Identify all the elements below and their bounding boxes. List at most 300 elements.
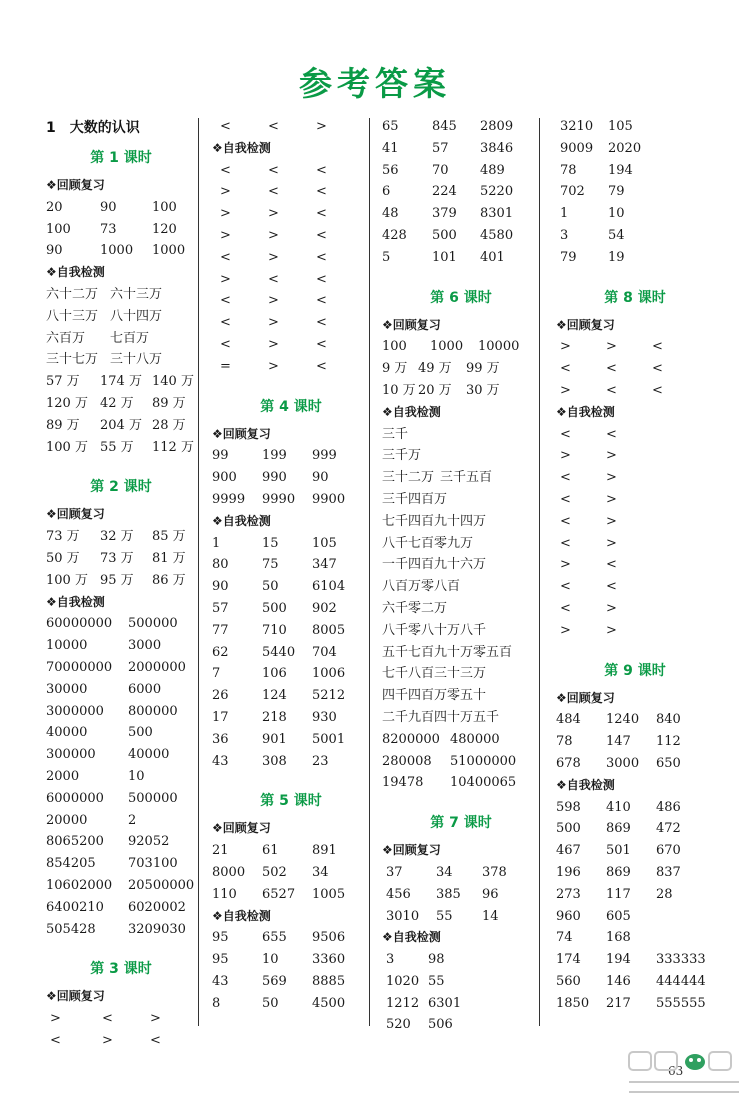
answer-cell: 174 万 xyxy=(100,374,142,390)
answer-cell: 6 xyxy=(382,184,391,200)
answer-cell: 79 xyxy=(608,184,625,200)
answer-cell: 40000 xyxy=(128,747,170,763)
answer-row xyxy=(46,635,196,657)
answer-cell: 54 xyxy=(608,227,625,243)
subsection-label: ❖回顾复习 xyxy=(46,989,105,1004)
answer-column xyxy=(556,116,714,1014)
answer-cell: 43 xyxy=(212,973,229,989)
answer-cell: 990 xyxy=(262,470,287,486)
answer-cell: 55 xyxy=(436,908,453,924)
answer-cell: 378 xyxy=(482,864,507,880)
answer-cell: 2 xyxy=(128,812,137,828)
answer-cell: 605 xyxy=(606,908,631,924)
answer-cell: 99 xyxy=(212,448,229,464)
answer-cell: 3846 xyxy=(480,140,514,156)
answer-cell: < xyxy=(316,358,327,374)
lesson-heading: 第 8 课时 xyxy=(604,289,666,306)
answer-cell: 1020 xyxy=(386,973,420,989)
answer-row xyxy=(382,993,540,1015)
subsection-label: ❖自我检测 xyxy=(556,404,615,419)
answer-cell: > xyxy=(268,227,279,243)
answer-row xyxy=(46,349,196,371)
subsection-label: ❖回顾复习 xyxy=(382,843,441,858)
answer-row xyxy=(382,1014,540,1036)
answer-cell: > xyxy=(606,470,617,486)
answer-row xyxy=(46,1008,196,1030)
answer-row xyxy=(212,862,370,884)
spacer xyxy=(212,772,370,784)
answer-row xyxy=(382,554,540,576)
subsection-label: ❖回顾复习 xyxy=(556,690,615,705)
answer-row xyxy=(556,358,714,380)
answer-cell: 502 xyxy=(262,864,287,880)
answer-cell: 650 xyxy=(656,755,681,771)
answer-cell: 79 xyxy=(560,249,577,265)
answer-cell: 891 xyxy=(312,843,337,859)
answer-cell: < xyxy=(560,491,571,507)
answer-cell: > xyxy=(268,358,279,374)
answer-cell: 854205 xyxy=(46,856,96,872)
answer-cell: < xyxy=(560,513,571,529)
answer-row xyxy=(46,613,196,635)
answer-row xyxy=(382,511,540,533)
answer-cell: 9009 xyxy=(560,140,594,156)
answer-cell: 81 万 xyxy=(152,550,186,566)
spacer xyxy=(382,794,540,806)
answer-row xyxy=(46,853,196,875)
answer-cell: < xyxy=(560,426,571,442)
answer-row xyxy=(382,729,540,751)
answer-cell: 379 xyxy=(432,206,457,222)
answer-cell: 28 xyxy=(656,886,673,902)
answer-row xyxy=(46,831,196,853)
answer-cell: 218 xyxy=(262,709,287,725)
answer-cell: 484 xyxy=(556,712,581,728)
answer-cell: 6400210 xyxy=(46,899,104,915)
answer-cell: 六十二万 xyxy=(46,286,99,302)
answer-cell: < xyxy=(316,162,327,178)
answer-row xyxy=(46,788,196,810)
answer-cell: 385 xyxy=(436,886,461,902)
answer-cell: 501 xyxy=(606,843,631,859)
answer-cell: 120 xyxy=(152,221,177,237)
spacer xyxy=(212,378,370,390)
answer-cell: 500000 xyxy=(128,616,178,632)
answer-cell: 5220 xyxy=(480,184,514,200)
answer-cell: 902 xyxy=(312,600,337,616)
answer-cell: 110 xyxy=(212,886,237,902)
answer-cell: 3 xyxy=(386,952,395,968)
answer-cell: > xyxy=(560,339,571,355)
answer-cell: 5212 xyxy=(312,688,346,704)
answer-cell: 1006 xyxy=(312,666,346,682)
answer-cell: > xyxy=(606,622,617,638)
answer-cell: 五千七百九十万零五百 xyxy=(382,644,513,660)
answer-row xyxy=(212,225,370,247)
answer-cell: 598 xyxy=(556,799,581,815)
answer-cell: 10 xyxy=(128,768,145,784)
subsection-label: ❖回顾复习 xyxy=(46,507,105,522)
answer-row xyxy=(46,1030,196,1052)
answer-row xyxy=(382,424,540,446)
answer-cell: < xyxy=(606,426,617,442)
answer-row xyxy=(46,679,196,701)
answer-row xyxy=(212,356,370,378)
answer-cell: 90 xyxy=(46,243,63,259)
answer-cell: > xyxy=(606,339,617,355)
answer-cell: < xyxy=(220,336,231,352)
answer-cell: 1212 xyxy=(386,995,420,1011)
answer-row xyxy=(46,701,196,723)
answer-cell: 106 xyxy=(262,666,287,682)
answer-cell: 347 xyxy=(312,557,337,573)
answer-row xyxy=(382,685,540,707)
answer-cell: 70 xyxy=(432,162,449,178)
answer-cell: 14 xyxy=(482,908,499,924)
answer-cell: 26 xyxy=(212,688,229,704)
answer-cell: 六十三万 xyxy=(110,286,163,302)
page-number: 63 xyxy=(668,1064,684,1078)
answer-cell: 273 xyxy=(556,886,581,902)
answer-row xyxy=(46,570,196,592)
answer-cell: 50 万 xyxy=(46,550,80,566)
answer-cell: 八百万零八百 xyxy=(382,579,461,595)
answer-row xyxy=(382,906,540,928)
answer-cell: 3000000 xyxy=(46,703,104,719)
answer-cell: 95 万 xyxy=(100,572,134,588)
answer-cell: 401 xyxy=(480,249,505,265)
answer-row xyxy=(556,554,714,576)
lesson-heading: 第 6 课时 xyxy=(430,289,492,306)
answer-row xyxy=(556,489,714,511)
answer-cell: 七千四百九十四万 xyxy=(382,513,487,529)
answer-cell: 90 xyxy=(312,470,329,486)
answer-cell: 10400065 xyxy=(450,775,517,791)
answer-cell: 3000 xyxy=(128,638,162,654)
answer-cell: 196 xyxy=(556,864,581,880)
answer-cell: 28 万 xyxy=(152,417,186,433)
answer-cell: 95 xyxy=(212,952,229,968)
answer-cell: 55 万 xyxy=(100,439,134,455)
answer-row xyxy=(382,489,540,511)
answer-cell: 224 xyxy=(432,184,457,200)
answer-cell: 100 万 xyxy=(46,439,88,455)
answer-row xyxy=(212,116,370,138)
subsection-label: ❖自我检测 xyxy=(212,513,271,528)
answer-cell: 837 xyxy=(656,864,681,880)
answer-cell: 8885 xyxy=(312,973,346,989)
answer-cell: 20 万 xyxy=(418,382,452,398)
answer-cell: 428 xyxy=(382,227,407,243)
answer-cell: 500 xyxy=(432,227,457,243)
answer-cell: < xyxy=(606,557,617,573)
answer-cell: 57 xyxy=(212,600,229,616)
lesson-heading: 第 7 课时 xyxy=(430,815,492,832)
answer-cell: 8005 xyxy=(312,622,346,638)
answer-cell: 37 xyxy=(386,864,403,880)
answer-row xyxy=(382,598,540,620)
answer-row xyxy=(212,751,370,773)
answer-row xyxy=(556,620,714,642)
answer-cell: < xyxy=(560,361,571,377)
answer-row xyxy=(382,707,540,729)
answer-cell: 500 xyxy=(556,821,581,837)
answer-cell: 960 xyxy=(556,908,581,924)
answer-row xyxy=(556,884,714,906)
answer-cell: 100 万 xyxy=(46,572,88,588)
answer-cell: 840 xyxy=(656,712,681,728)
answer-row xyxy=(212,312,370,334)
answer-row xyxy=(212,290,370,312)
answer-cell: 19 xyxy=(608,249,625,265)
answer-cell: > xyxy=(316,119,327,134)
answer-column xyxy=(382,116,540,1036)
answer-row xyxy=(556,138,714,160)
answer-row xyxy=(382,884,540,906)
answer-cell: 77 xyxy=(212,622,229,638)
answer-cell: 23 xyxy=(312,753,329,769)
answer-cell: 57 xyxy=(432,140,449,156)
answer-row xyxy=(212,620,370,642)
answer-cell: 73 万 xyxy=(100,550,134,566)
answer-cell: 六百万 xyxy=(46,330,86,346)
spacer xyxy=(382,269,540,281)
answer-cell: 500 xyxy=(128,725,153,741)
answer-row xyxy=(46,875,196,897)
answer-row xyxy=(382,949,540,971)
subsection-label: ❖回顾复习 xyxy=(556,317,615,332)
answer-cell: 89 万 xyxy=(46,417,80,433)
answer-row xyxy=(212,729,370,751)
answer-cell: 86 万 xyxy=(152,572,186,588)
answer-cell: < xyxy=(316,271,327,287)
answer-cell: < xyxy=(268,119,279,134)
answer-row xyxy=(382,380,540,402)
answer-cell: = xyxy=(220,358,231,374)
answer-cell: 60000000 xyxy=(46,616,113,632)
answer-cell: 869 xyxy=(606,864,631,880)
answer-row xyxy=(46,766,196,788)
answer-row xyxy=(382,160,540,182)
answer-cell: 702 xyxy=(560,184,585,200)
answer-cell: > xyxy=(560,382,571,398)
answer-row xyxy=(382,862,540,884)
answer-row xyxy=(46,526,196,548)
answer-row xyxy=(556,862,714,884)
answer-row xyxy=(556,993,714,1015)
answer-cell: 117 xyxy=(606,886,631,902)
answer-cell: < xyxy=(50,1032,61,1048)
answer-cell: 7 xyxy=(212,666,221,682)
answer-cell: 2809 xyxy=(480,119,514,134)
answer-cell: 930 xyxy=(312,709,337,725)
answer-cell: < xyxy=(220,119,231,134)
answer-cell: 61 xyxy=(262,843,279,859)
answer-row xyxy=(556,445,714,467)
answer-cell: < xyxy=(102,1011,113,1027)
answer-cell: 30000 xyxy=(46,681,88,697)
answer-row xyxy=(46,548,196,570)
answer-cell: 105 xyxy=(608,119,633,134)
answer-row xyxy=(212,181,370,203)
answer-cell: > xyxy=(220,227,231,243)
answer-cell: 869 xyxy=(606,821,631,837)
answer-cell: 三十七万 xyxy=(46,352,99,368)
answer-row xyxy=(212,533,370,555)
answer-cell: 42 万 xyxy=(100,395,134,411)
answer-cell: 一千四百九十六万 xyxy=(382,557,487,573)
answer-row xyxy=(212,554,370,576)
answer-cell: 57 万 xyxy=(46,374,80,390)
answer-cell: 49 万 xyxy=(418,361,452,377)
answer-cell: > xyxy=(606,535,617,551)
answer-row xyxy=(556,598,714,620)
answer-row xyxy=(556,576,714,598)
answer-cell: 500 xyxy=(262,600,287,616)
answer-cell: 21 xyxy=(212,843,229,859)
answer-row xyxy=(212,445,370,467)
lesson-heading: 第 1 课时 xyxy=(90,150,152,166)
answer-row xyxy=(556,116,714,138)
answer-cell: 三千四百万 xyxy=(382,491,448,507)
answer-cell: 124 xyxy=(262,688,287,704)
answer-row xyxy=(556,797,714,819)
answer-row xyxy=(382,751,540,773)
answer-row xyxy=(556,753,714,775)
answer-row xyxy=(556,731,714,753)
subsection-label: ❖自我检测 xyxy=(46,594,105,609)
answer-cell: 168 xyxy=(606,930,631,946)
answer-cell: 194 xyxy=(608,162,633,178)
answer-cell: 174 xyxy=(556,952,581,968)
chapter-heading: 1 大数的认识 xyxy=(46,120,140,136)
answer-cell: 3360 xyxy=(312,952,346,968)
answer-cell: 9506 xyxy=(312,930,346,946)
answer-cell: 6301 xyxy=(428,995,462,1011)
answer-row xyxy=(382,772,540,794)
answer-cell: 八千零八十万八千 xyxy=(382,622,487,638)
subsection-label: ❖自我检测 xyxy=(212,140,271,155)
answer-row xyxy=(382,358,540,380)
answer-cell: > xyxy=(268,206,279,222)
answer-row xyxy=(382,533,540,555)
answer-cell: 204 万 xyxy=(100,417,142,433)
answer-cell: 9 万 xyxy=(382,361,408,377)
answer-row xyxy=(212,642,370,664)
answer-cell: 3010 xyxy=(386,908,420,924)
answer-cell: 101 xyxy=(432,249,457,265)
answer-cell: 3000 xyxy=(606,755,640,771)
answer-cell: 217 xyxy=(606,995,631,1011)
answer-row xyxy=(46,437,196,459)
answer-cell: 三千 xyxy=(382,426,409,442)
answer-cell: 1000 xyxy=(100,243,134,259)
answer-column xyxy=(212,116,370,1014)
answer-cell: 456 xyxy=(386,886,411,902)
answer-cell: < xyxy=(150,1032,161,1048)
answer-cell: 444444 xyxy=(656,973,706,989)
answer-cell: 10 万 xyxy=(382,382,416,398)
answer-cell: 43 xyxy=(212,753,229,769)
answer-cell: 194 xyxy=(606,952,631,968)
answer-cell: 112 万 xyxy=(152,439,194,455)
answer-cell: 5440 xyxy=(262,644,296,660)
answer-cell: < xyxy=(316,249,327,265)
answer-row xyxy=(382,620,540,642)
answer-cell: 50 xyxy=(262,995,279,1011)
answer-cell: 89 万 xyxy=(152,395,186,411)
answer-cell: > xyxy=(50,1011,61,1027)
answer-row xyxy=(382,225,540,247)
answer-cell: < xyxy=(316,293,327,309)
answer-cell: 2020 xyxy=(608,140,642,156)
answer-row xyxy=(212,685,370,707)
answer-row xyxy=(46,744,196,766)
answer-cell: > xyxy=(268,249,279,265)
answer-cell: 4580 xyxy=(480,227,514,243)
answer-cell: < xyxy=(560,579,571,595)
answer-cell: 300000 xyxy=(46,747,96,763)
answer-cell: 489 xyxy=(480,162,505,178)
answer-cell: 78 xyxy=(560,162,577,178)
answer-cell: 112 xyxy=(656,734,681,750)
answer-cell: 1240 xyxy=(606,712,640,728)
subsection-label: ❖自我检测 xyxy=(382,404,441,419)
lesson-heading: 第 3 课时 xyxy=(90,961,152,978)
answer-row xyxy=(382,445,540,467)
answer-cell: 2000000 xyxy=(128,659,186,675)
lesson-heading: 第 9 课时 xyxy=(604,662,666,679)
answer-cell: 三十二万 xyxy=(382,470,435,486)
answer-cell: 三千万 xyxy=(382,448,422,464)
answer-cell: > xyxy=(560,622,571,638)
answer-cell: < xyxy=(268,184,279,200)
answer-cell: < xyxy=(220,162,231,178)
answer-row xyxy=(556,467,714,489)
answer-cell: 90 xyxy=(212,579,229,595)
answer-row xyxy=(382,203,540,225)
answer-cell: 308 xyxy=(262,753,287,769)
answer-cell: > xyxy=(268,315,279,331)
answer-cell: 80 xyxy=(212,557,229,573)
spacer xyxy=(46,940,196,952)
answer-cell: 10 xyxy=(262,952,279,968)
answer-cell: 100 xyxy=(152,199,177,215)
answer-row xyxy=(556,336,714,358)
answer-row xyxy=(382,181,540,203)
answer-cell: 10 xyxy=(608,206,625,222)
page-title: 参考答案 xyxy=(299,64,451,103)
answer-row xyxy=(556,533,714,555)
answer-cell: > xyxy=(606,448,617,464)
answer-cell: 74 xyxy=(556,930,573,946)
answer-cell: 678 xyxy=(556,755,581,771)
answer-row xyxy=(212,840,370,862)
answer-row xyxy=(556,181,714,203)
answer-row xyxy=(556,927,714,949)
answer-cell: < xyxy=(606,382,617,398)
answer-row xyxy=(212,598,370,620)
answer-cell: < xyxy=(316,336,327,352)
answer-cell: 199 xyxy=(262,448,287,464)
answer-cell: 710 xyxy=(262,622,287,638)
answer-row xyxy=(212,334,370,356)
subsection-label: ❖自我检测 xyxy=(382,930,441,945)
answer-cell: < xyxy=(652,382,663,398)
answer-row xyxy=(382,971,540,993)
lesson-heading: 第 2 课时 xyxy=(90,479,152,496)
answer-cell: 75 xyxy=(262,557,279,573)
